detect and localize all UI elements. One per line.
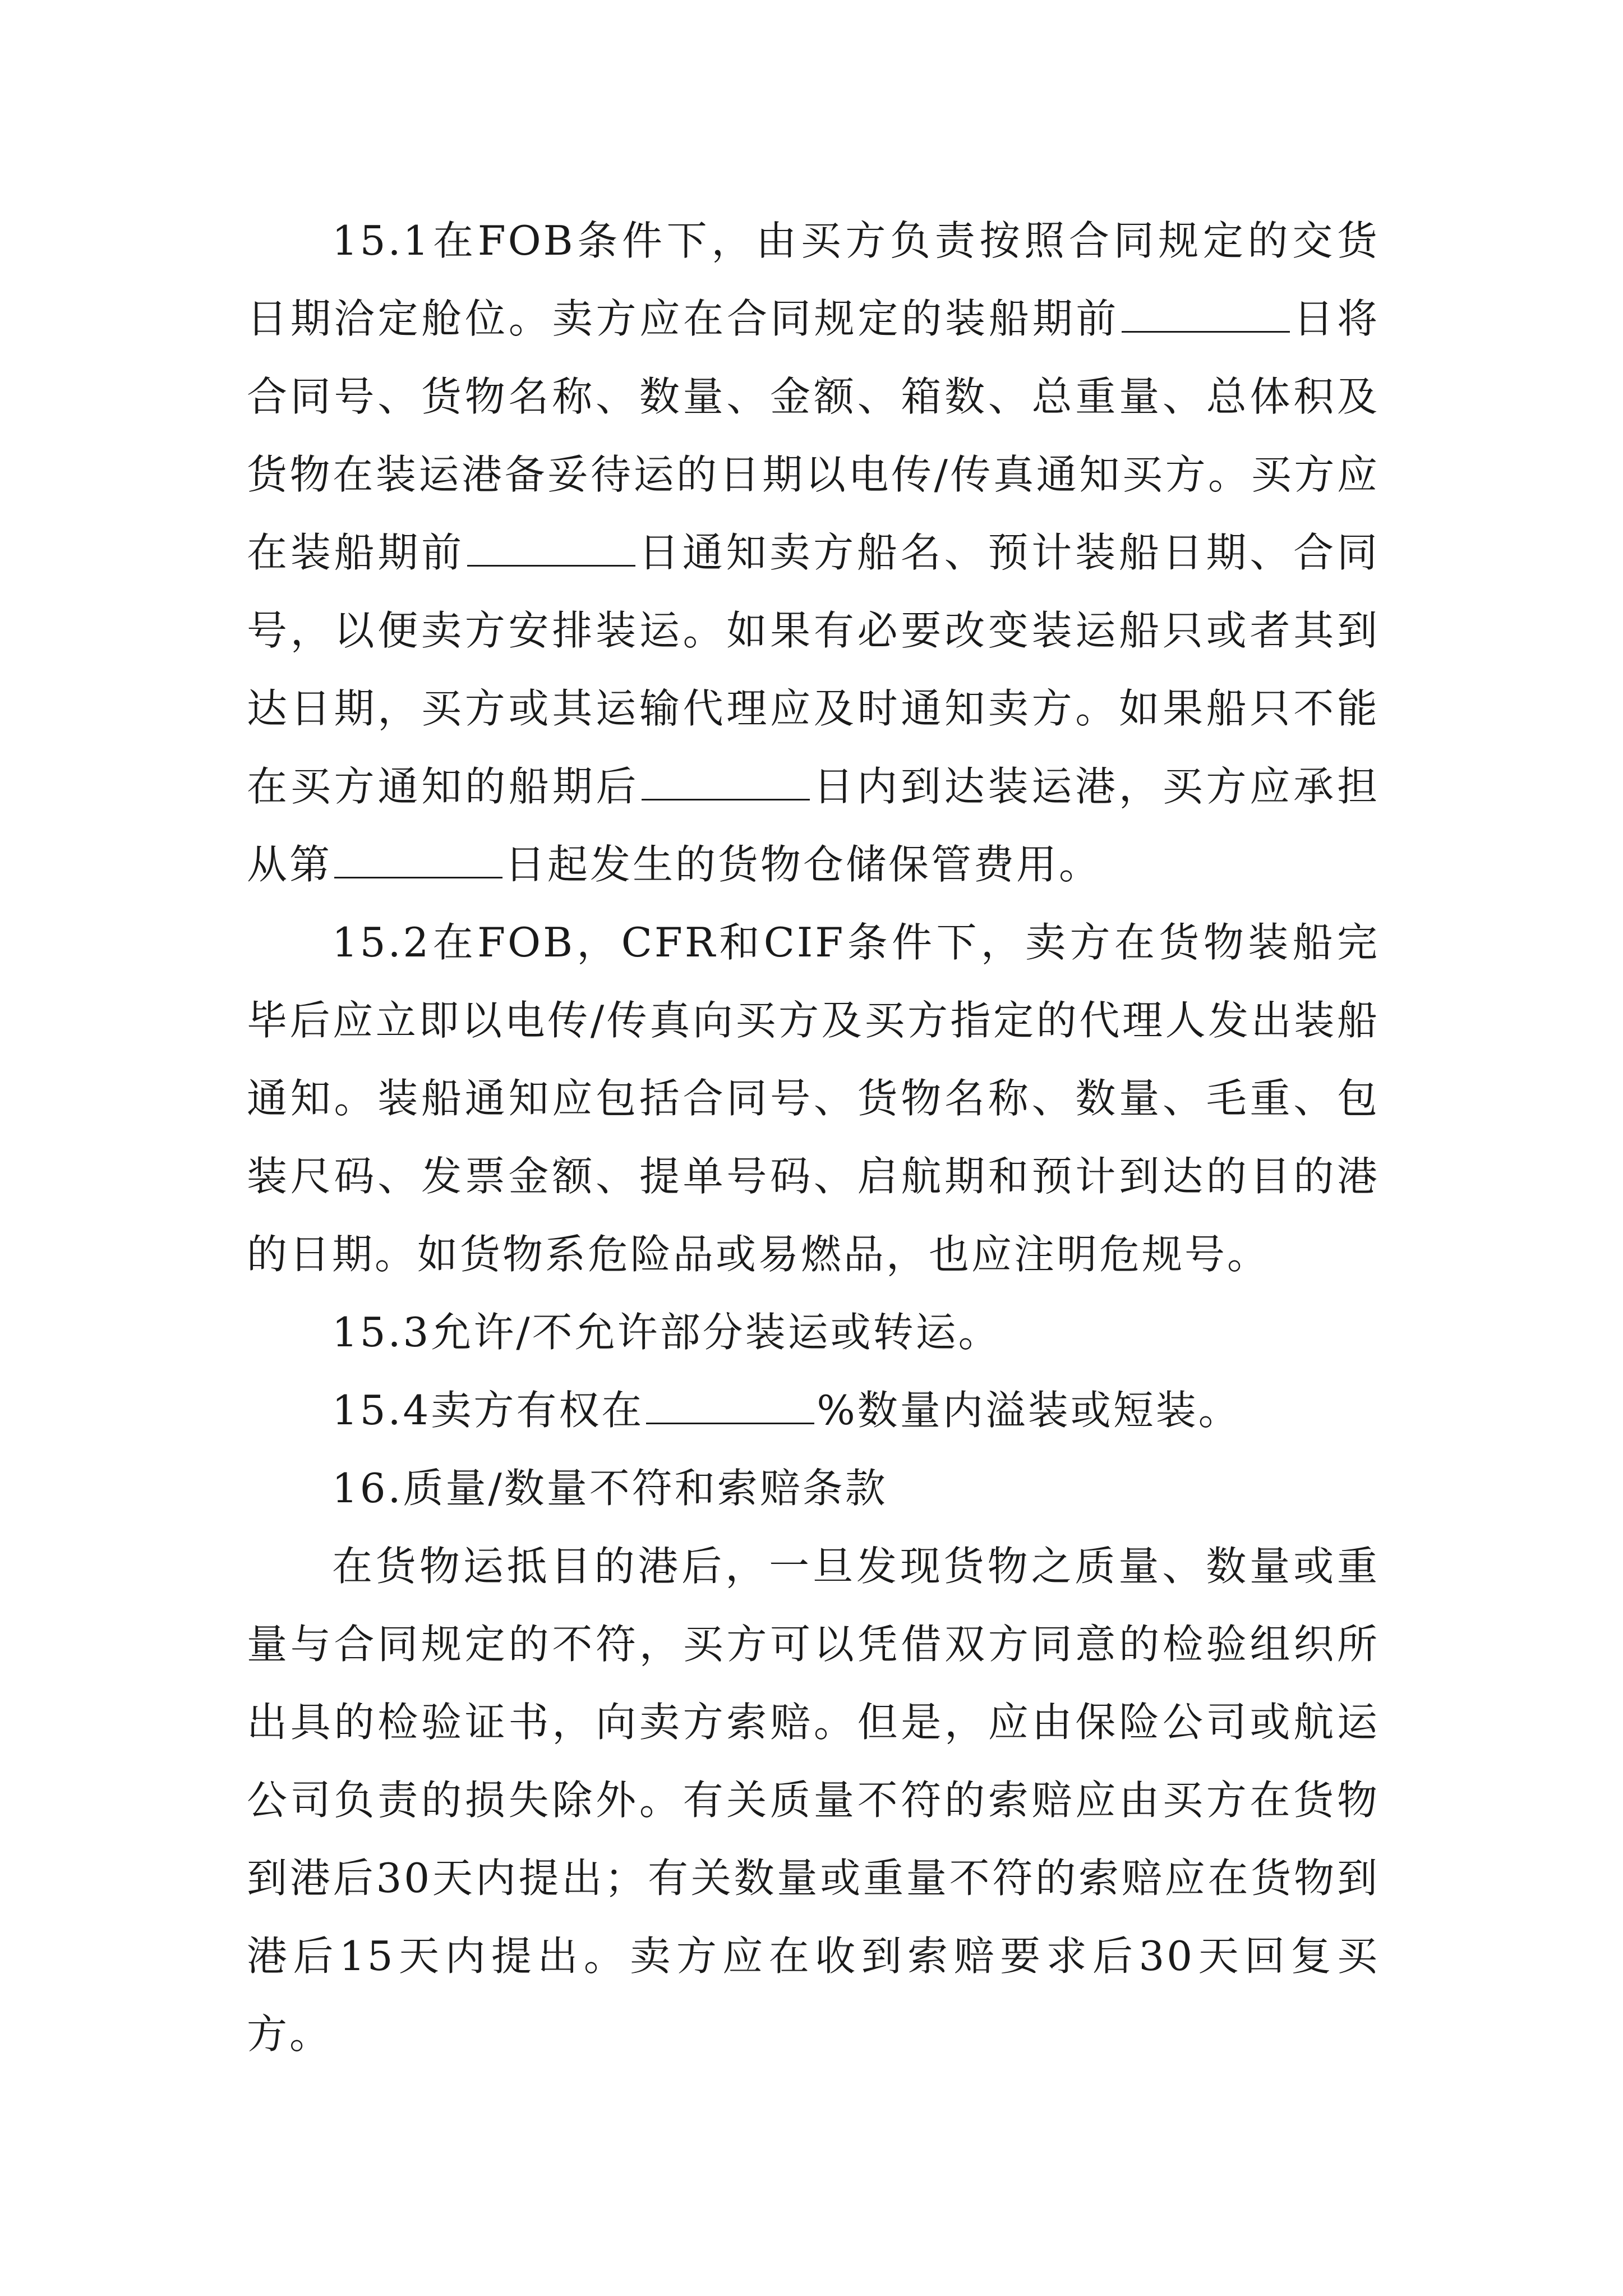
fill-blank [642,765,810,800]
clause-15-1 [247,202,1380,904]
fill-blank [467,531,635,567]
fill-blank [646,1389,814,1424]
clause-15-3: 15.3允许/不允许部分装运或转运。 [332,1309,1001,1356]
clause-15-1-text-2: 日将合同号、货物名称、数量、金额、箱数、总重量、总体积及货物在装运港备妥待运的日期以电传/传真通知买方。买方应在装船期前 [247,295,1380,576]
clause-15-1-text-3: 日通知卖方船名、预计装船日期、合同号，以便卖方安排装运。如果有必要改变装运船只或者其到达日期，买方或其运输代理应及时通知卖方。如果船只不能在买方通知的船期后 [247,529,1380,810]
clause-15-4 [247,1372,1380,1450]
clause-15-2: 15.2在FOB，CFR和CIF条件下，卖方在货物装船完毕后应立即以电传/传真向买方及买方指定的代理人发出装船通知。装船通知应包括合同号、货物名称、数量、毛重、包装尺码、发票金额、提单号码、启航期和预计到达的目的港的日期。如货物系危险品或易燃品，也应注明危规号。 [247,919,1380,1278]
clause-15-1-text-5: 日起发生的货物仓储保管费用。 [505,841,1102,888]
clause-15-1-text-4: 日内到达装运港，买方应承担从第 [247,763,1380,888]
clause-15-1-text-1: 15.1在FOB条件下，由买方负责按照合同规定的交货日期洽定舱位。卖方应在合同规定的装船期前 [247,217,1380,342]
clause-16-body: 在货物运抵目的港后，一旦发现货物之质量、数量或重量与合同规定的不符，买方可以凭借双方同意的检验组织所出具的检验证书，向卖方索赔。但是，应由保险公司或航运公司负责的损失除外。有关质量不符的索赔应由买方在货物到港后30天内提出；有关数量或重量不符的索赔应在货物到港后15天内提出。卖方应在收到索赔要求后30天回复买方。 [247,1543,1380,2058]
fill-blank [334,843,502,878]
clause-15-4-text-2: %数量内溢装或短装。 [817,1387,1241,1434]
clause-16-heading: 16.质量/数量不符和索赔条款 [332,1465,888,1512]
clause-15-4-text-1: 15.4卖方有权在 [332,1387,644,1434]
document-body [247,202,1380,2073]
fill-blank [1122,297,1290,333]
